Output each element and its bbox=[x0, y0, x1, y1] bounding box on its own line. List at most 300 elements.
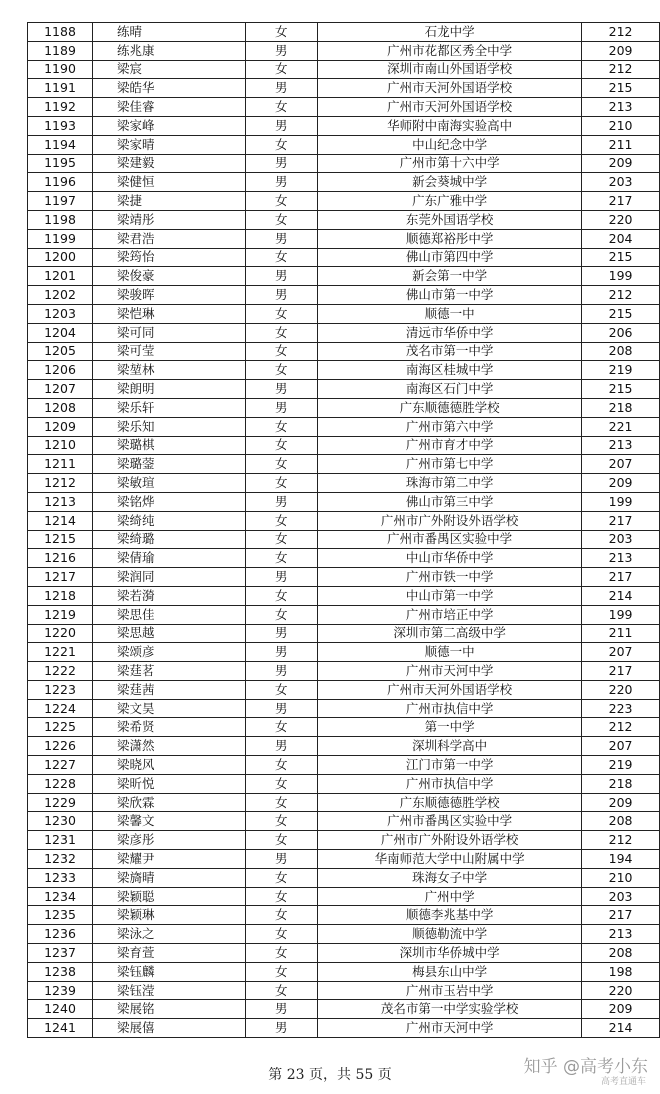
gender-cell: 女 bbox=[245, 436, 317, 455]
table-row bbox=[28, 436, 660, 455]
row-number-cell: 1226 bbox=[28, 737, 93, 756]
gender-cell: 男 bbox=[245, 229, 317, 248]
gender-cell: 女 bbox=[245, 831, 317, 850]
student-name-cell: 梁骏晖 bbox=[93, 286, 246, 305]
student-name-cell: 练兆康 bbox=[93, 41, 246, 60]
gender-cell: 男 bbox=[245, 662, 317, 681]
score-cell: 212 bbox=[582, 718, 660, 737]
score-cell: 212 bbox=[582, 831, 660, 850]
gender-cell: 女 bbox=[245, 586, 317, 605]
student-name-cell: 梁筠怡 bbox=[93, 248, 246, 267]
school-cell: 珠海市第二中学 bbox=[318, 474, 582, 493]
school-cell: 顺德一中 bbox=[318, 304, 582, 323]
student-name-cell: 梁耀尹 bbox=[93, 850, 246, 869]
school-cell: 顺德郑裕彤中学 bbox=[318, 229, 582, 248]
table-row bbox=[28, 380, 660, 399]
row-number-cell: 1200 bbox=[28, 248, 93, 267]
row-number-cell: 1218 bbox=[28, 586, 93, 605]
row-number-cell: 1217 bbox=[28, 568, 93, 587]
table-row bbox=[28, 605, 660, 624]
school-cell: 顺德一中 bbox=[318, 643, 582, 662]
gender-cell: 女 bbox=[245, 192, 317, 211]
score-cell: 204 bbox=[582, 229, 660, 248]
table-row bbox=[28, 474, 660, 493]
score-cell: 215 bbox=[582, 79, 660, 98]
row-number-cell: 1190 bbox=[28, 60, 93, 79]
gender-cell: 男 bbox=[245, 286, 317, 305]
school-cell: 佛山市第三中学 bbox=[318, 492, 582, 511]
school-cell: 深圳市第二高级中学 bbox=[318, 624, 582, 643]
school-cell: 广东广雅中学 bbox=[318, 192, 582, 211]
row-number-cell: 1228 bbox=[28, 774, 93, 793]
score-cell: 208 bbox=[582, 944, 660, 963]
row-number-cell: 1212 bbox=[28, 474, 93, 493]
gender-cell: 女 bbox=[245, 680, 317, 699]
school-cell: 清远市华侨中学 bbox=[318, 323, 582, 342]
score-cell: 220 bbox=[582, 210, 660, 229]
table-row bbox=[28, 229, 660, 248]
row-number-cell: 1239 bbox=[28, 981, 93, 1000]
watermark-subtext: 高考直通车 bbox=[600, 1077, 646, 1087]
gender-cell: 女 bbox=[245, 323, 317, 342]
score-cell: 217 bbox=[582, 906, 660, 925]
table-row bbox=[28, 98, 660, 117]
school-cell: 珠海女子中学 bbox=[318, 868, 582, 887]
row-number-cell: 1193 bbox=[28, 116, 93, 135]
student-name-cell: 梁靖彤 bbox=[93, 210, 246, 229]
row-number-cell: 1195 bbox=[28, 154, 93, 173]
gender-cell: 女 bbox=[245, 304, 317, 323]
table-row bbox=[28, 756, 660, 775]
table-row bbox=[28, 981, 660, 1000]
score-cell: 213 bbox=[582, 98, 660, 117]
table-row bbox=[28, 586, 660, 605]
score-cell: 210 bbox=[582, 116, 660, 135]
score-cell: 194 bbox=[582, 850, 660, 869]
school-cell: 顺德李兆基中学 bbox=[318, 906, 582, 925]
row-number-cell: 1206 bbox=[28, 361, 93, 380]
table-row bbox=[28, 850, 660, 869]
score-table-body bbox=[28, 23, 660, 1038]
score-cell: 213 bbox=[582, 549, 660, 568]
row-number-cell: 1221 bbox=[28, 643, 93, 662]
score-cell: 209 bbox=[582, 474, 660, 493]
table-row bbox=[28, 718, 660, 737]
table-row bbox=[28, 135, 660, 154]
row-number-cell: 1205 bbox=[28, 342, 93, 361]
table-row bbox=[28, 79, 660, 98]
student-name-cell: 梁倩瑜 bbox=[93, 549, 246, 568]
school-cell: 深圳科学高中 bbox=[318, 737, 582, 756]
school-cell: 广州市番禺区实验中学 bbox=[318, 812, 582, 831]
score-cell: 219 bbox=[582, 756, 660, 775]
student-name-cell: 梁绮璐 bbox=[93, 530, 246, 549]
student-name-cell: 梁昕悦 bbox=[93, 774, 246, 793]
row-number-cell: 1241 bbox=[28, 1019, 93, 1038]
score-cell: 212 bbox=[582, 60, 660, 79]
school-cell: 广州市铁一中学 bbox=[318, 568, 582, 587]
row-number-cell: 1204 bbox=[28, 323, 93, 342]
student-name-cell: 梁璐蓥 bbox=[93, 455, 246, 474]
score-cell: 214 bbox=[582, 1019, 660, 1038]
row-number-cell: 1229 bbox=[28, 793, 93, 812]
score-cell: 206 bbox=[582, 323, 660, 342]
student-name-cell: 梁泳之 bbox=[93, 925, 246, 944]
student-name-cell: 梁璐棋 bbox=[93, 436, 246, 455]
student-name-cell: 梁希贤 bbox=[93, 718, 246, 737]
row-number-cell: 1234 bbox=[28, 887, 93, 906]
school-cell: 顺德勒流中学 bbox=[318, 925, 582, 944]
row-number-cell: 1220 bbox=[28, 624, 93, 643]
gender-cell: 男 bbox=[245, 568, 317, 587]
score-cell: 213 bbox=[582, 925, 660, 944]
gender-cell: 女 bbox=[245, 718, 317, 737]
table-row bbox=[28, 624, 660, 643]
score-cell: 203 bbox=[582, 173, 660, 192]
row-number-cell: 1199 bbox=[28, 229, 93, 248]
student-name-cell: 梁堃林 bbox=[93, 361, 246, 380]
school-cell: 广东顺德德胜学校 bbox=[318, 398, 582, 417]
table-row bbox=[28, 173, 660, 192]
table-row bbox=[28, 492, 660, 511]
score-cell: 217 bbox=[582, 568, 660, 587]
gender-cell: 男 bbox=[245, 699, 317, 718]
gender-cell: 男 bbox=[245, 624, 317, 643]
gender-cell: 女 bbox=[245, 774, 317, 793]
table-row bbox=[28, 23, 660, 42]
student-name-cell: 梁朗明 bbox=[93, 380, 246, 399]
gender-cell: 男 bbox=[245, 643, 317, 662]
school-cell: 第一中学 bbox=[318, 718, 582, 737]
gender-cell: 男 bbox=[245, 737, 317, 756]
table-row bbox=[28, 267, 660, 286]
row-number-cell: 1198 bbox=[28, 210, 93, 229]
table-row bbox=[28, 793, 660, 812]
student-name-cell: 梁家峰 bbox=[93, 116, 246, 135]
score-cell: 219 bbox=[582, 361, 660, 380]
table-row bbox=[28, 962, 660, 981]
gender-cell: 女 bbox=[245, 962, 317, 981]
gender-cell: 女 bbox=[245, 812, 317, 831]
school-cell: 深圳市南山外国语学校 bbox=[318, 60, 582, 79]
score-cell: 203 bbox=[582, 530, 660, 549]
student-name-cell: 梁颖琳 bbox=[93, 906, 246, 925]
score-cell: 217 bbox=[582, 511, 660, 530]
student-name-cell: 梁建毅 bbox=[93, 154, 246, 173]
student-name-cell: 梁晓风 bbox=[93, 756, 246, 775]
table-row bbox=[28, 455, 660, 474]
student-name-cell: 梁敏瑄 bbox=[93, 474, 246, 493]
table-row bbox=[28, 737, 660, 756]
student-name-cell: 梁思佳 bbox=[93, 605, 246, 624]
student-name-cell: 梁馨文 bbox=[93, 812, 246, 831]
student-name-cell: 梁可同 bbox=[93, 323, 246, 342]
score-cell: 223 bbox=[582, 699, 660, 718]
row-number-cell: 1211 bbox=[28, 455, 93, 474]
student-name-cell: 梁捷 bbox=[93, 192, 246, 211]
student-name-cell: 梁若漪 bbox=[93, 586, 246, 605]
score-table bbox=[27, 22, 660, 1038]
gender-cell: 女 bbox=[245, 944, 317, 963]
gender-cell: 女 bbox=[245, 60, 317, 79]
student-name-cell: 梁莛茗 bbox=[93, 662, 246, 681]
row-number-cell: 1223 bbox=[28, 680, 93, 699]
school-cell: 华南师范大学中山附属中学 bbox=[318, 850, 582, 869]
score-cell: 218 bbox=[582, 398, 660, 417]
table-row bbox=[28, 304, 660, 323]
row-number-cell: 1207 bbox=[28, 380, 93, 399]
school-cell: 茂名市第一中学实验学校 bbox=[318, 1000, 582, 1019]
gender-cell: 女 bbox=[245, 925, 317, 944]
row-number-cell: 1201 bbox=[28, 267, 93, 286]
gender-cell: 女 bbox=[245, 248, 317, 267]
row-number-cell: 1227 bbox=[28, 756, 93, 775]
gender-cell: 女 bbox=[245, 605, 317, 624]
score-cell: 209 bbox=[582, 1000, 660, 1019]
table-row bbox=[28, 60, 660, 79]
gender-cell: 男 bbox=[245, 41, 317, 60]
school-cell: 新会第一中学 bbox=[318, 267, 582, 286]
row-number-cell: 1237 bbox=[28, 944, 93, 963]
school-cell: 深圳市华侨城中学 bbox=[318, 944, 582, 963]
school-cell: 广州市玉岩中学 bbox=[318, 981, 582, 1000]
student-name-cell: 梁旖晴 bbox=[93, 868, 246, 887]
student-name-cell: 梁健恒 bbox=[93, 173, 246, 192]
row-number-cell: 1236 bbox=[28, 925, 93, 944]
school-cell: 石龙中学 bbox=[318, 23, 582, 42]
student-name-cell: 梁恺琳 bbox=[93, 304, 246, 323]
student-name-cell: 梁展僖 bbox=[93, 1019, 246, 1038]
table-row bbox=[28, 154, 660, 173]
school-cell: 南海区石门中学 bbox=[318, 380, 582, 399]
school-cell: 广州市花都区秀全中学 bbox=[318, 41, 582, 60]
table-row bbox=[28, 1000, 660, 1019]
student-name-cell: 梁文昊 bbox=[93, 699, 246, 718]
student-name-cell: 梁君浩 bbox=[93, 229, 246, 248]
table-row bbox=[28, 342, 660, 361]
row-number-cell: 1197 bbox=[28, 192, 93, 211]
row-number-cell: 1230 bbox=[28, 812, 93, 831]
table-row bbox=[28, 323, 660, 342]
table-row bbox=[28, 812, 660, 831]
gender-cell: 女 bbox=[245, 868, 317, 887]
score-cell: 217 bbox=[582, 662, 660, 681]
score-cell: 217 bbox=[582, 192, 660, 211]
student-name-cell: 梁俊豪 bbox=[93, 267, 246, 286]
row-number-cell: 1215 bbox=[28, 530, 93, 549]
score-cell: 212 bbox=[582, 23, 660, 42]
gender-cell: 女 bbox=[245, 135, 317, 154]
student-name-cell: 梁展铭 bbox=[93, 1000, 246, 1019]
table-row bbox=[28, 925, 660, 944]
row-number-cell: 1202 bbox=[28, 286, 93, 305]
gender-cell: 女 bbox=[245, 455, 317, 474]
gender-cell: 男 bbox=[245, 380, 317, 399]
row-number-cell: 1192 bbox=[28, 98, 93, 117]
school-cell: 佛山市第一中学 bbox=[318, 286, 582, 305]
table-row bbox=[28, 248, 660, 267]
row-number-cell: 1213 bbox=[28, 492, 93, 511]
row-number-cell: 1216 bbox=[28, 549, 93, 568]
table-row bbox=[28, 192, 660, 211]
table-row bbox=[28, 906, 660, 925]
gender-cell: 女 bbox=[245, 511, 317, 530]
score-cell: 215 bbox=[582, 248, 660, 267]
school-cell: 广州市执信中学 bbox=[318, 699, 582, 718]
gender-cell: 女 bbox=[245, 906, 317, 925]
student-name-cell: 梁家晴 bbox=[93, 135, 246, 154]
row-number-cell: 1191 bbox=[28, 79, 93, 98]
student-name-cell: 梁铭烨 bbox=[93, 492, 246, 511]
gender-cell: 女 bbox=[245, 361, 317, 380]
gender-cell: 女 bbox=[245, 474, 317, 493]
row-number-cell: 1224 bbox=[28, 699, 93, 718]
school-cell: 广州中学 bbox=[318, 887, 582, 906]
table-row bbox=[28, 41, 660, 60]
table-row bbox=[28, 530, 660, 549]
gender-cell: 女 bbox=[245, 23, 317, 42]
table-row bbox=[28, 680, 660, 699]
school-cell: 广州市广外附设外语学校 bbox=[318, 511, 582, 530]
table-row bbox=[28, 116, 660, 135]
row-number-cell: 1196 bbox=[28, 173, 93, 192]
student-name-cell: 梁乐知 bbox=[93, 417, 246, 436]
gender-cell: 女 bbox=[245, 981, 317, 1000]
row-number-cell: 1210 bbox=[28, 436, 93, 455]
score-cell: 207 bbox=[582, 737, 660, 756]
row-number-cell: 1219 bbox=[28, 605, 93, 624]
gender-cell: 男 bbox=[245, 267, 317, 286]
table-row bbox=[28, 887, 660, 906]
table-row bbox=[28, 662, 660, 681]
score-cell: 207 bbox=[582, 455, 660, 474]
gender-cell: 男 bbox=[245, 154, 317, 173]
school-cell: 广州市培正中学 bbox=[318, 605, 582, 624]
score-cell: 203 bbox=[582, 887, 660, 906]
watermark: 知乎 @高考小东 bbox=[523, 1057, 648, 1077]
score-cell: 199 bbox=[582, 605, 660, 624]
score-cell: 212 bbox=[582, 286, 660, 305]
row-number-cell: 1238 bbox=[28, 962, 93, 981]
school-cell: 中山市华侨中学 bbox=[318, 549, 582, 568]
school-cell: 南海区桂城中学 bbox=[318, 361, 582, 380]
student-name-cell: 练晴 bbox=[93, 23, 246, 42]
score-cell: 207 bbox=[582, 643, 660, 662]
school-cell: 广州市广外附设外语学校 bbox=[318, 831, 582, 850]
school-cell: 广州市第七中学 bbox=[318, 455, 582, 474]
score-cell: 220 bbox=[582, 981, 660, 1000]
student-name-cell: 梁佳睿 bbox=[93, 98, 246, 117]
score-cell: 220 bbox=[582, 680, 660, 699]
school-cell: 江门市第一中学 bbox=[318, 756, 582, 775]
table-row bbox=[28, 831, 660, 850]
table-row bbox=[28, 417, 660, 436]
school-cell: 新会葵城中学 bbox=[318, 173, 582, 192]
row-number-cell: 1235 bbox=[28, 906, 93, 925]
score-cell: 214 bbox=[582, 586, 660, 605]
score-cell: 221 bbox=[582, 417, 660, 436]
school-cell: 茂名市第一中学 bbox=[318, 342, 582, 361]
gender-cell: 男 bbox=[245, 173, 317, 192]
score-cell: 213 bbox=[582, 436, 660, 455]
score-cell: 199 bbox=[582, 492, 660, 511]
score-cell: 215 bbox=[582, 380, 660, 399]
school-cell: 梅县东山中学 bbox=[318, 962, 582, 981]
school-cell: 广州市番禺区实验中学 bbox=[318, 530, 582, 549]
school-cell: 中山纪念中学 bbox=[318, 135, 582, 154]
student-name-cell: 梁潇然 bbox=[93, 737, 246, 756]
student-name-cell: 梁彦彤 bbox=[93, 831, 246, 850]
score-cell: 208 bbox=[582, 812, 660, 831]
score-cell: 211 bbox=[582, 135, 660, 154]
gender-cell: 男 bbox=[245, 79, 317, 98]
table-row bbox=[28, 398, 660, 417]
score-cell: 198 bbox=[582, 962, 660, 981]
gender-cell: 男 bbox=[245, 398, 317, 417]
table-row bbox=[28, 210, 660, 229]
student-name-cell: 梁欣霖 bbox=[93, 793, 246, 812]
table-row bbox=[28, 549, 660, 568]
table-row bbox=[28, 286, 660, 305]
gender-cell: 男 bbox=[245, 492, 317, 511]
school-cell: 广东顺德德胜学校 bbox=[318, 793, 582, 812]
school-cell: 华师附中南海实验高中 bbox=[318, 116, 582, 135]
student-name-cell: 梁钰滢 bbox=[93, 981, 246, 1000]
school-cell: 广州市育才中学 bbox=[318, 436, 582, 455]
school-cell: 佛山市第四中学 bbox=[318, 248, 582, 267]
student-name-cell: 梁育萱 bbox=[93, 944, 246, 963]
gender-cell: 女 bbox=[245, 887, 317, 906]
school-cell: 中山市第一中学 bbox=[318, 586, 582, 605]
table-row bbox=[28, 643, 660, 662]
table-row bbox=[28, 699, 660, 718]
gender-cell: 男 bbox=[245, 116, 317, 135]
gender-cell: 男 bbox=[245, 1019, 317, 1038]
student-name-cell: 梁颂彦 bbox=[93, 643, 246, 662]
table-row bbox=[28, 1019, 660, 1038]
row-number-cell: 1232 bbox=[28, 850, 93, 869]
school-cell: 广州市第六中学 bbox=[318, 417, 582, 436]
gender-cell: 女 bbox=[245, 530, 317, 549]
table-row bbox=[28, 868, 660, 887]
student-name-cell: 梁乐轩 bbox=[93, 398, 246, 417]
table-row bbox=[28, 511, 660, 530]
student-name-cell: 梁钰麟 bbox=[93, 962, 246, 981]
table-row bbox=[28, 774, 660, 793]
score-cell: 208 bbox=[582, 342, 660, 361]
school-cell: 东莞外国语学校 bbox=[318, 210, 582, 229]
student-name-cell: 梁宸 bbox=[93, 60, 246, 79]
school-cell: 广州市天河外国语学校 bbox=[318, 79, 582, 98]
table-row bbox=[28, 944, 660, 963]
gender-cell: 女 bbox=[245, 793, 317, 812]
school-cell: 广州市第十六中学 bbox=[318, 154, 582, 173]
table-row bbox=[28, 361, 660, 380]
table-row bbox=[28, 568, 660, 587]
score-cell: 218 bbox=[582, 774, 660, 793]
school-cell: 广州市天河中学 bbox=[318, 662, 582, 681]
score-cell: 209 bbox=[582, 793, 660, 812]
row-number-cell: 1203 bbox=[28, 304, 93, 323]
school-cell: 广州市执信中学 bbox=[318, 774, 582, 793]
gender-cell: 女 bbox=[245, 549, 317, 568]
row-number-cell: 1189 bbox=[28, 41, 93, 60]
score-cell: 210 bbox=[582, 868, 660, 887]
gender-cell: 女 bbox=[245, 756, 317, 775]
row-number-cell: 1214 bbox=[28, 511, 93, 530]
row-number-cell: 1194 bbox=[28, 135, 93, 154]
row-number-cell: 1188 bbox=[28, 23, 93, 42]
